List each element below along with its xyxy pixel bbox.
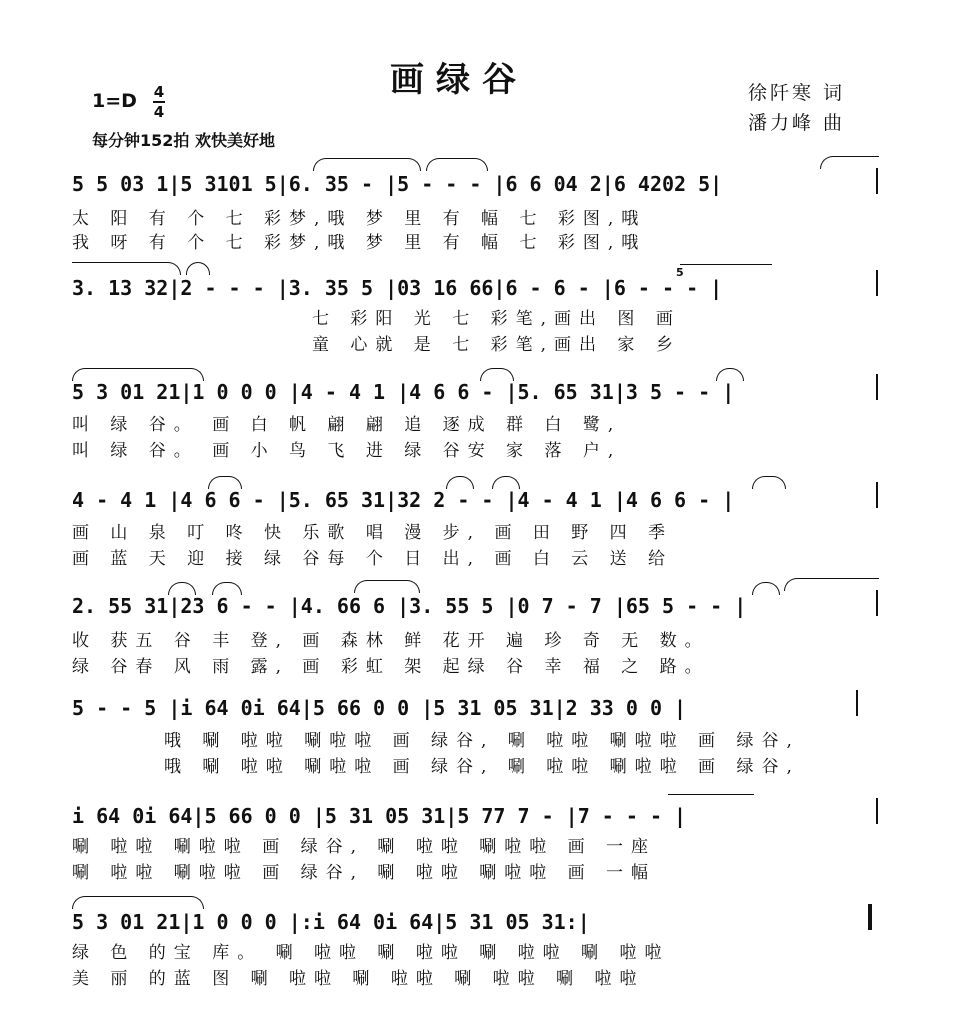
notation-line: 5 5 03 1|5 3101 5|6. 35 - |5 - - - |6 6 04 2|6 4202 5| [72, 172, 723, 196]
lyrics-verse-1: 七 彩阳 光 七 彩笔,画出 图 画 [312, 309, 681, 329]
lyrics-verse-2: 绿 谷春 风 雨 露, 画 彩虹 架 起绿 谷 幸 福 之 路。 [72, 657, 710, 677]
lyrics-verse-2: 我 呀 有 个 七 彩梦,哦 梦 里 有 幅 七 彩图,哦 [72, 233, 647, 253]
slur [784, 578, 879, 591]
slur [354, 580, 420, 593]
time-signature-top: 4 [153, 83, 165, 101]
slur [72, 896, 204, 909]
slur [208, 476, 242, 489]
lyrics-verse-1: 太 阳 有 个 七 彩梦,哦 梦 里 有 幅 七 彩图,哦 [72, 209, 647, 229]
lyrics-verse-2: 美 丽 的蓝 图 唰 啦啦 唰 啦啦 唰 啦啦 唰 啦啦 [72, 969, 645, 989]
lyrics-verse-1: 叫 绿 谷。 画 白 帆 翩 翩 追 逐成 群 白 鹭, [72, 415, 622, 435]
tie [668, 794, 754, 795]
end-repeat-barline [868, 904, 872, 930]
barline [876, 482, 878, 508]
slur [168, 582, 196, 595]
slur [72, 368, 204, 381]
slur [313, 158, 421, 171]
lyrics-verse-1: 收 获五 谷 丰 登, 画 森林 鲜 花开 遍 珍 奇 无 数。 [72, 631, 710, 651]
barline [876, 374, 878, 400]
slur [716, 368, 744, 381]
lyrics-verse-2: 叫 绿 谷。 画 小 鸟 飞 进 绿 谷安 家 落 户, [72, 441, 622, 461]
notation-line: 3. 13 32|2 - - - |3. 35 5 |03 16 66|6 - 6 - |6 - - - | [72, 276, 723, 300]
lyrics-verse-2: 画 蓝 天 迎 接 绿 谷每 个 日 出, 画 白 云 送 给 [72, 549, 674, 569]
slur [752, 582, 780, 595]
lyrics-verse-2: 哦 唰 啦啦 唰啦啦 画 绿谷, 唰 啦啦 唰啦啦 画 绿谷, [164, 757, 800, 777]
notation-line: 4 - 4 1 |4 6 6 - |5. 65 31|32 2 - - |4 - 4 1 |4 6 6 - | [72, 488, 735, 512]
composer-credit: 潘力峰 曲 [748, 112, 846, 134]
slur [492, 476, 520, 489]
slur [186, 262, 210, 275]
lyrics-verse-2: 童 心就 是 七 彩笔,画出 家 乡 [312, 335, 681, 355]
barline [876, 798, 878, 824]
barline [876, 590, 878, 616]
time-signature-bottom: 4 [153, 103, 165, 121]
lyrics-verse-1: 画 山 泉 叮 咚 快 乐歌 唱 漫 步, 画 田 野 四 季 [72, 523, 674, 543]
key-signature: 1=D [92, 90, 137, 112]
lyrics-verse-1: 绿 色 的宝 库。 唰 啦啦 唰 啦啦 唰 啦啦 唰 啦啦 [72, 943, 670, 963]
time-signature [153, 84, 165, 120]
barline [876, 168, 878, 194]
grace-note: 5 [676, 266, 684, 279]
tempo-marking: 每分钟152拍 欢快美好地 [92, 131, 275, 150]
notation-line: 5 3 01 21|1 0 0 0 |4 - 4 1 |4 6 6 - |5. 65 31|3 5 - - | [72, 380, 735, 404]
notation-line: 2. 55 31|23 6 - - |4. 66 6 |3. 55 5 |0 7 - 7 |65 5 - - | [72, 594, 747, 618]
lyricist-credit: 徐阡寒 词 [748, 82, 846, 104]
barline [876, 270, 878, 296]
slur [212, 582, 242, 595]
slur [446, 476, 474, 489]
slur [820, 156, 879, 169]
lyrics-verse-1: 哦 唰 啦啦 唰啦啦 画 绿谷, 唰 啦啦 唰啦啦 画 绿谷, [164, 731, 800, 751]
tie [680, 264, 772, 265]
song-title: 画绿谷 [390, 60, 528, 100]
lyrics-verse-1: 唰 啦啦 唰啦啦 画 绿谷, 唰 啦啦 唰啦啦 画 一座 [72, 837, 657, 857]
notation-line: i 64 0i 64|5 66 0 0 |5 31 05 31|5 77 7 - |7 - - - | [72, 804, 687, 828]
barline [856, 690, 858, 716]
slur [752, 476, 786, 489]
notation-line: 5 - - 5 |i 64 0i 64|5 66 0 0 |5 31 05 31|2 33 0 0 | [72, 696, 687, 720]
notation-line: 5 3 01 21|1 0 0 0 |:i 64 0i 64|5 31 05 31:| [72, 910, 590, 934]
slur [72, 262, 181, 275]
lyrics-verse-2: 唰 啦啦 唰啦啦 画 绿谷, 唰 啦啦 唰啦啦 画 一幅 [72, 863, 657, 883]
slur [426, 158, 488, 171]
slur [480, 368, 514, 381]
